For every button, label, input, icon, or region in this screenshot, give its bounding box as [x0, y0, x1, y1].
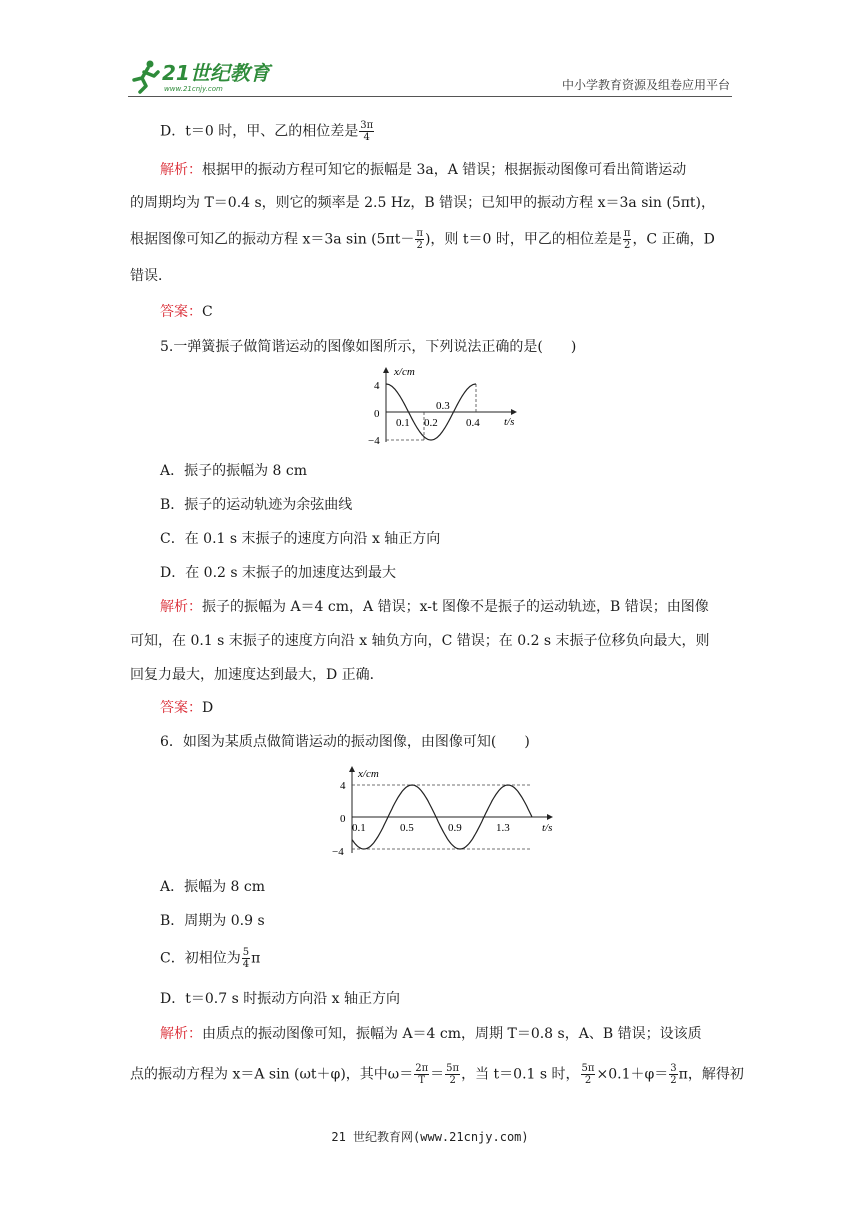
q4-analysis-line-1: 解析：根据甲的振动方程可知它的振幅是 3a，A 错误；根据振动图像可看出简谐运动 [160, 162, 687, 178]
q5-graph [366, 362, 526, 454]
q5-option-c: C．在 0.1 s 末振子的速度方向沿 x 轴正方向 [160, 531, 441, 547]
q5-analysis-line-2: 可知，在 0.1 s 末振子的速度方向沿 x 轴负方向，C 错误；在 0.2 s 末振子位移负向最大，则 [130, 633, 710, 649]
q5-option-d: D．在 0.2 s 末振子的加速度达到最大 [160, 565, 397, 581]
runner-icon [134, 61, 158, 93]
page-footer: 21 世纪教育网(www.21cnjy.com) [331, 1130, 529, 1144]
y-tick: −4 [368, 435, 380, 447]
q6-option-d: D．t＝0.7 s 时振动方向沿 x 轴正方向 [160, 991, 400, 1007]
svg-text:www.21cnjy.com: www.21cnjy.com [164, 85, 223, 93]
x-tick: 1.3 [496, 822, 510, 834]
q6-stem: 6．如图为某质点做简谐运动的振动图像，由图像可知( ) [160, 734, 530, 750]
header-tagline: 中小学教育资源及组卷应用平台 [561, 78, 730, 92]
x-axis-label: t/s [542, 822, 553, 834]
q6-option-c: C．初相位为 $\frac{5}{4}$ π [160, 947, 261, 970]
q5-option-a: A．振子的振幅为 8 cm [160, 463, 308, 479]
q5-option-b: B．振子的运动轨迹为余弦曲线 [160, 497, 353, 513]
q5-analysis-line-1: 解析：振子的振幅为 A＝4 cm，A 错误；x-t 图像不是振子的运动轨迹，B 错误；由图像 [160, 599, 709, 615]
q6-option-b: B．周期为 0.9 s [160, 913, 265, 929]
y-tick: −4 [332, 846, 344, 858]
q6-analysis-line-1: 解析：由质点的振动图像可知，振幅为 A＝4 cm，周期 T＝0.8 s，A、B 错误；设该质 [160, 1026, 702, 1042]
q4-analysis-line-3: 根据图像可知乙的振动方程 x＝3a sin (5πt－ $\frac{\pi}{2}$ )，则 t＝0 时，甲乙的相位差是 $\frac{\pi}{2}$ ，C 正确，D [130, 228, 715, 251]
x-tick: 0.5 [400, 822, 414, 834]
x-axis-label: t/s [504, 416, 515, 428]
fraction: $\frac{3\pi}{4}$ [360, 120, 374, 143]
x-tick: 0.1 [396, 417, 410, 429]
q6-analysis-line-2: 点的振动方程为 x＝A sin (ωt＋φ)，其中ω＝ $\frac{2\pi}{T}$ ＝ $\frac{5\pi}{2}$ ，当 t＝0.1 s 时， $\frac{5\pi}{2}$ ×0.1＋φ＝ $\frac{3}{2}$ π，解得初 [130, 1063, 744, 1086]
x-tick: 0.9 [448, 822, 462, 834]
q6-option-a: A．振幅为 8 cm [160, 879, 266, 895]
q4-option-d: D．t＝0 时，甲、乙的相位差是 $\frac{3\pi}{4}$ [160, 120, 374, 143]
x-tick: 0.3 [436, 400, 450, 412]
svg-text:21世纪教育: 21世纪教育 [162, 61, 270, 85]
y-tick: 0 [374, 408, 380, 420]
q4-analysis-line-2: 的周期均为 T＝0.4 s，则它的频率是 2.5 Hz，B 错误；已知甲的振动方程 x＝3a sin (5πt)， [130, 195, 716, 211]
page-header [128, 52, 732, 97]
y-axis-label: x/cm [394, 366, 415, 378]
q6-graph [330, 763, 564, 859]
q5-stem: 5.一弹簧振子做简谐运动的图像如图所示，下列说法正确的是( ) [160, 339, 577, 355]
y-tick: 4 [340, 780, 346, 792]
q5-answer: 答案：D [160, 700, 214, 716]
y-axis-label: x/cm [358, 768, 379, 780]
x-tick: 0.4 [466, 417, 480, 429]
x-tick: 0.2 [424, 417, 438, 429]
y-tick: 0 [340, 813, 346, 825]
y-tick: 4 [374, 380, 380, 392]
q5-analysis-line-3: 回复力最大，加速度达到最大，D 正确． [130, 667, 384, 683]
q4-analysis-line-4: 错误． [130, 268, 172, 284]
q4-answer: 答案：C [160, 304, 213, 320]
x-tick: 0.1 [352, 822, 366, 834]
site-logo [128, 58, 278, 94]
